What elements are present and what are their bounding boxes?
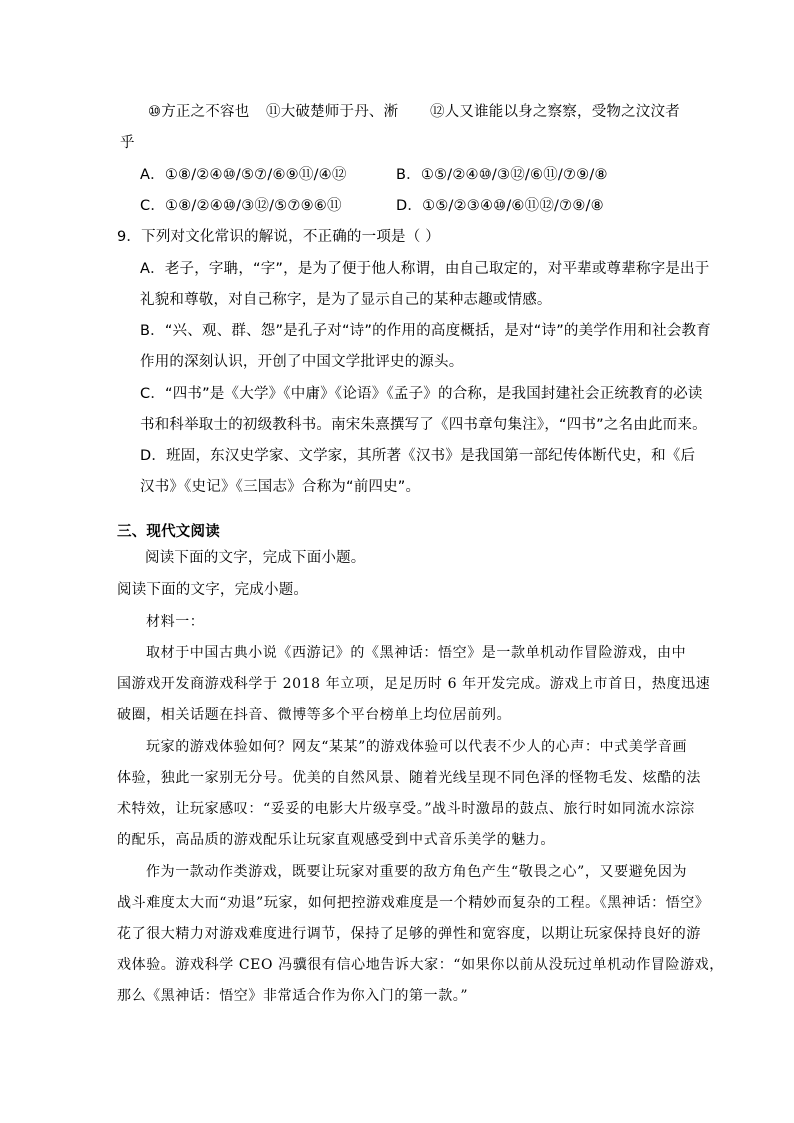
- q9-option-b-line1: B．“兴、观、群、怨”是孔子对“诗”的作用的高度概括，是对“诗”的美学作用和社会教育: [140, 323, 711, 339]
- section-instruction-1: 阅读下面的文字，完成下面小题。: [145, 550, 366, 566]
- q8-item-10: ⑩方正之不容也: [148, 104, 250, 120]
- paragraph-1-line-2: 国游戏开发商游戏科学于 2018 年立项，足足历时 6 年开发完成。游戏上市首日，热度迅速: [117, 676, 711, 692]
- q9-option-c-line2: 书和科举取士的初级教科书。南宋朱熹撰写了《四书章句集注》，“四书”之名由此而来。: [140, 417, 707, 433]
- paragraph-2-line-3: 术特效，让玩家感叹：“妥妥的电影大片级享受。”战斗时激昂的鼓点、旅行时如同流水淙淙: [117, 801, 695, 817]
- q8-item-12: ⑫人又谁能以身之察察，受物之汶汶者: [430, 104, 680, 120]
- paragraph-3-line-1: 作为一款动作类游戏，既要让玩家对重要的敌方角色产生“敬畏之心”，又要避免因为: [146, 864, 688, 880]
- paragraph-2-line-1: 玩家的游戏体验如何？网友“某某”的游戏体验可以代表不少人的心声：中式美学音画: [146, 739, 688, 755]
- q9-option-a-line1: A．老子，字聃，“字”，是为了便于他人称谓，由自己取定的，对平辈或尊辈称字是出于: [140, 261, 710, 277]
- paragraph-2-line-2: 体验，独此一家别无分号。优美的自然风景、随着光线呈现不同色泽的怪物毛发、炫酷的法: [117, 770, 701, 786]
- q8-item-11: ⑪大破楚师于丹、淅: [266, 104, 399, 120]
- q8-item-12-cont: 乎: [120, 135, 135, 151]
- q9-option-d-line1: D．班固，东汉史学家、文学家，其所著《汉书》是我国第一部纪传体断代史，和《后: [140, 448, 696, 464]
- paragraph-3-line-4: 戏体验。游戏科学 CEO 冯骥很有信心地告诉大家：“如果你以前从没玩过单机动作冒险游戏，: [117, 957, 724, 973]
- paragraph-1-line-1: 取材于中国古典小说《西游记》的《黑神话：悟空》是一款单机动作冒险游戏，由中: [146, 645, 687, 661]
- material-label: 材料一：: [146, 614, 205, 630]
- section-heading: 三、现代文阅读: [117, 524, 220, 540]
- q9-option-c-line1: C．“四书”是《大学》《中庸》《论语》《孟子》的合称，是我国封建社会正统教育的必读: [140, 386, 703, 402]
- q8-option-c: C．①⑧/②④⑩/③⑫/⑤⑦⑨⑥⑪: [140, 198, 342, 214]
- q8-option-a: A．①⑧/②④⑩/⑤⑦/⑥⑨⑪/④⑫: [140, 167, 347, 183]
- paragraph-3-line-3: 花了很大精力对游戏难度进行调节，保持了足够的弹性和宽容度，以期让玩家保持良好的游: [117, 926, 701, 942]
- q9-stem: 9．下列对文化常识的解说，不正确的一项是（ ）: [117, 229, 440, 245]
- section-instruction-2: 阅读下面的文字，完成小题。: [117, 582, 309, 598]
- paragraph-1-line-3: 破圈，相关话题在抖音、微博等多个平台榜单上均位居前列。: [117, 707, 512, 723]
- q9-option-a-line2: 礼貌和尊敬，对自己称字，是为了显示自己的某种志趣或情感。: [140, 292, 552, 308]
- q9-option-d-line2: 汉书》《史记》《三国志》合称为“前四史”。: [140, 479, 421, 495]
- q8-option-d: D．①⑤/②③④⑩/⑥⑪⑫/⑦⑨/⑧: [396, 198, 604, 214]
- q8-option-b: B．①⑤/②④⑩/③⑫/⑥⑪/⑦⑨/⑧: [396, 167, 608, 183]
- paragraph-3-line-5: 那么《黑神话：悟空》非常适合作为你入门的第一款。”: [117, 988, 469, 1004]
- paragraph-3-line-2: 战斗难度太大而“劝退”玩家，如何把控游戏难度是一个精妙而复杂的工程。《黑神话：悟空》: [117, 895, 710, 911]
- paragraph-2-line-4: 的配乐，高品质的游戏配乐让玩家直观感受到中式音乐美学的魅力。: [117, 832, 555, 848]
- q9-option-b-line2: 作用的深刻认识，开创了中国文学批评史的源头。: [140, 354, 464, 370]
